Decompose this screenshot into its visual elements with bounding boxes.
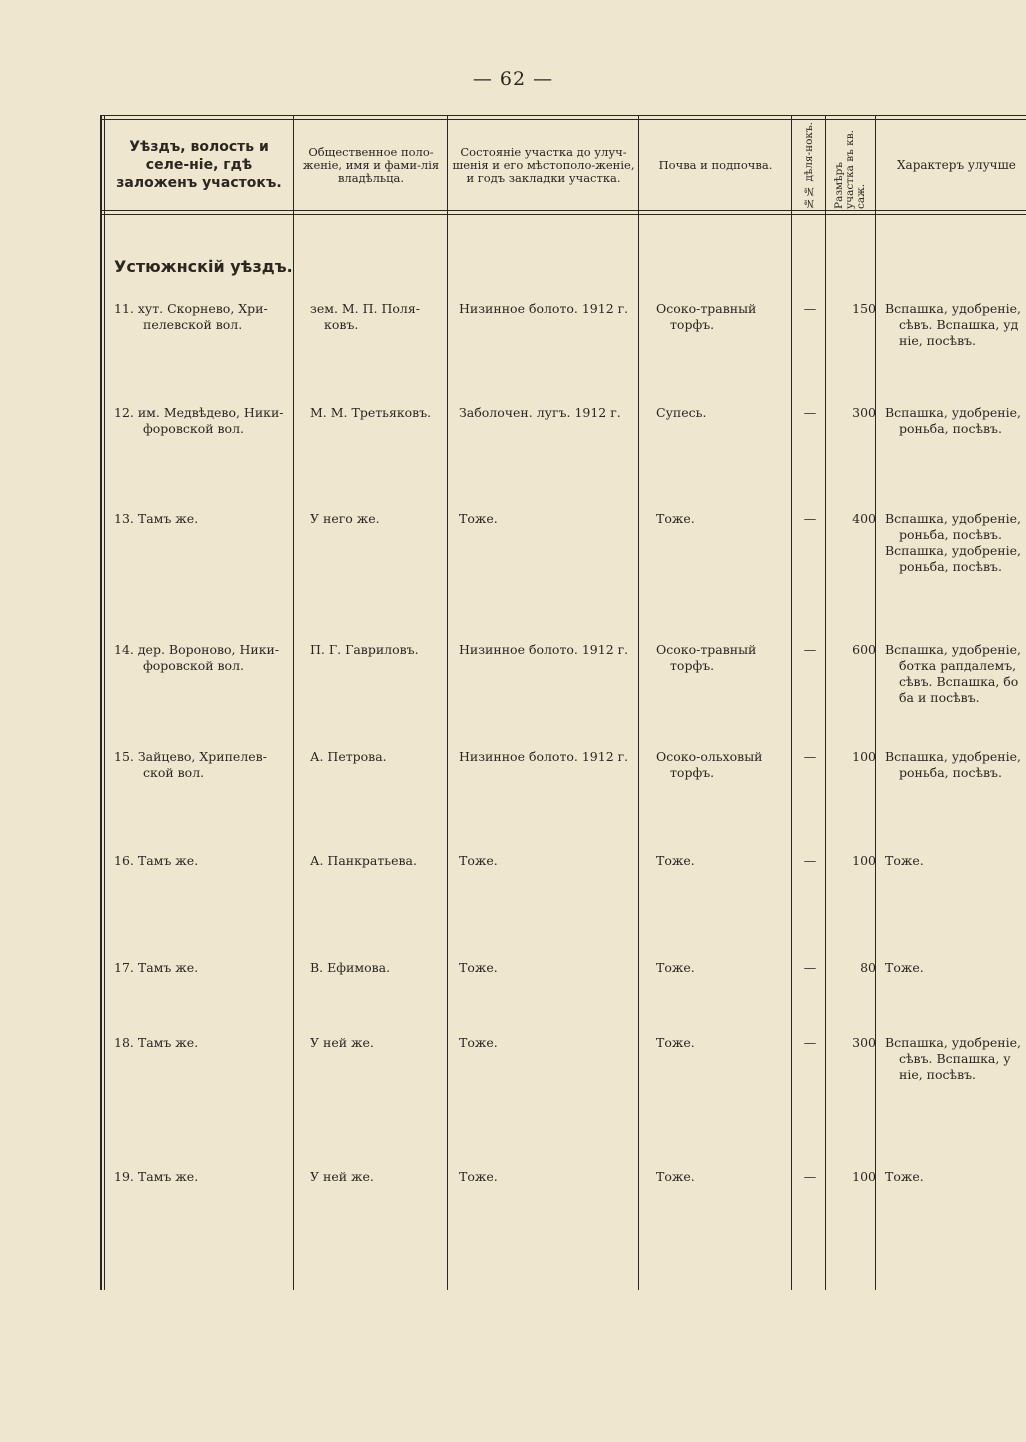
character-cell: [885, 1035, 1026, 1083]
soil-cell: Тоже.: [656, 960, 695, 975]
state-cell: Тоже.: [459, 960, 498, 975]
size-cell: 80: [860, 960, 876, 975]
owner-cell: [310, 301, 460, 333]
owner-cell: В. Ефимова.: [310, 960, 391, 975]
owner-cell: А. Петрова.: [310, 749, 387, 764]
character-line: роньба, посѣвъ.: [899, 527, 1002, 542]
soil-line-2: торфъ.: [670, 317, 715, 332]
soil-cell: Тоже.: [656, 1169, 695, 1184]
place-cell: 19. Тамъ же.: [114, 1169, 199, 1184]
header-place: Уѣздъ, волость и селе-ніе, гдѣ заложенъ участокъ.: [116, 139, 282, 191]
owner-cell: У ней же.: [310, 1035, 374, 1050]
owner-cell: А. Панкратьева.: [310, 853, 417, 868]
plots-cell: —: [803, 301, 817, 316]
plots-cell: —: [803, 405, 817, 420]
soil-line-2: торфъ.: [670, 765, 715, 780]
col-rule-size: [825, 115, 826, 1290]
soil-cell: Супесь.: [656, 405, 707, 420]
header-plots-no-text: №№ дѣля-нокъ.: [802, 121, 815, 209]
state-cell: Низинное болото. 1912 г.: [459, 749, 629, 764]
state-cell: Тоже.: [459, 1035, 498, 1050]
character-line: сѣвъ. Вспашка, бо: [899, 674, 1019, 689]
col-rule-plots: [791, 115, 792, 1290]
soil-line-1: Осоко-ольховый: [656, 749, 763, 764]
character-line: роньба, посѣвъ.: [899, 559, 1002, 574]
col-rule-soil: [638, 115, 639, 1290]
character-line: Вспашка, удобреніе,: [885, 749, 1022, 764]
place-cell: [114, 642, 288, 674]
soil-cell: [656, 749, 786, 781]
place-cell: 16. Тамъ же.: [114, 853, 199, 868]
character-line: роньба, посѣвъ.: [899, 421, 1002, 436]
col-rule-owner: [293, 115, 294, 1290]
soil-cell: [656, 642, 786, 674]
place-cell: 18. Тамъ же.: [114, 1035, 199, 1050]
place-line-2: пелевской вол.: [143, 317, 243, 332]
character-line: Вспашка, удобреніе,: [885, 301, 1022, 316]
character-cell: [885, 853, 1026, 869]
table-top-rule-inner: [100, 119, 1026, 120]
place-cell: [114, 301, 288, 333]
header-plots-no: [793, 121, 825, 209]
soil-cell: [656, 301, 786, 333]
character-line: Вспашка, удобреніе,: [885, 511, 1022, 526]
character-line: Тоже.: [885, 1169, 924, 1184]
plots-cell: —: [803, 1035, 817, 1050]
place-cell: 17. Тамъ же.: [114, 960, 199, 975]
size-cell: 300: [852, 1035, 876, 1050]
character-line: ніе, посѣвъ.: [899, 1067, 977, 1082]
character-cell: [885, 405, 1026, 437]
plots-cell: —: [803, 642, 817, 657]
place-cell: [114, 405, 288, 437]
place-line-1: 14. дер. Вороново, Ники-: [114, 642, 280, 657]
place-cell: 13. Тамъ же.: [114, 511, 199, 526]
col-rule-state: [447, 115, 448, 1290]
owner-line-2: ковъ.: [324, 317, 359, 332]
table-left-rule-inner: [104, 115, 105, 1290]
state-cell: Низинное болото. 1912 г.: [459, 301, 629, 316]
header-size: [827, 121, 874, 209]
soil-cell: Тоже.: [656, 853, 695, 868]
owner-cell: П. Г. Гавриловъ.: [310, 642, 419, 657]
place-cell: [114, 749, 288, 781]
character-line: сѣвъ. Вспашка, у: [899, 1051, 1011, 1066]
size-cell: 600: [852, 642, 876, 657]
table-top-rule: [100, 115, 1026, 116]
place-line-2: ской вол.: [143, 765, 205, 780]
page-number: — 62 —: [472, 68, 554, 90]
character-cell: [885, 301, 1026, 349]
character-line: Вспашка, удобреніе,: [885, 543, 1022, 558]
soil-cell: Тоже.: [656, 511, 695, 526]
character-line: Вспашка, удобреніе,: [885, 405, 1022, 420]
owner-cell: У него же.: [310, 511, 380, 526]
character-line: ботка рапдалемъ,: [899, 658, 1017, 673]
soil-line-1: Осоко-травный: [656, 642, 757, 657]
state-cell: Тоже.: [459, 853, 498, 868]
character-cell: [885, 749, 1026, 781]
plots-cell: —: [803, 749, 817, 764]
header-bottom-rule-inner: [100, 214, 1026, 215]
state-cell: Тоже.: [459, 511, 498, 526]
place-line-2: форовской вол.: [143, 421, 244, 436]
character-cell: [885, 511, 1026, 575]
character-cell: [885, 642, 1026, 706]
header-character: Характеръ улучше: [897, 157, 1016, 172]
plots-cell: —: [803, 511, 817, 526]
character-line: ніе, посѣвъ.: [899, 333, 977, 348]
data-table: [100, 115, 1026, 1290]
owner-cell: М. М. Третьяковъ.: [310, 405, 432, 420]
character-line: роньба, посѣвъ.: [899, 765, 1002, 780]
character-line: ба и посѣвъ.: [899, 690, 980, 705]
col-rule-character: [875, 115, 876, 1290]
size-cell: 100: [852, 1169, 876, 1184]
size-cell: 300: [852, 405, 876, 420]
size-cell: 100: [852, 749, 876, 764]
character-cell: [885, 960, 1026, 976]
state-cell: Заболочен. лугъ. 1912 г.: [459, 405, 621, 420]
soil-cell: Тоже.: [656, 1035, 695, 1050]
state-cell: Тоже.: [459, 1169, 498, 1184]
place-line-1: 11. хут. Скорнево, Хри-: [114, 301, 268, 316]
size-cell: 150: [852, 301, 876, 316]
character-line: Вспашка, удобреніе,: [885, 1035, 1022, 1050]
soil-line-2: торфъ.: [670, 658, 715, 673]
plots-cell: —: [803, 853, 817, 868]
owner-line-1: зем. М. П. Поля-: [310, 301, 420, 316]
character-line: Тоже.: [885, 960, 924, 975]
header-soil: Почва и подпочва.: [658, 157, 773, 172]
character-cell: [885, 1169, 1026, 1185]
header-size-text: Размѣръ участка въ кв. саж.: [833, 130, 867, 209]
owner-cell: У ней же.: [310, 1169, 374, 1184]
plots-cell: —: [803, 1169, 817, 1184]
place-line-2: форовской вол.: [143, 658, 244, 673]
header-state: Состояніе участка до улуч-шенія и его мѣстополо-женіе, и годъ закладки участка.: [452, 144, 635, 185]
state-cell: Низинное болото. 1912 г.: [459, 642, 629, 657]
header-owner: Общественное поло-женіе, имя и фами-лія владѣльца.: [302, 144, 440, 185]
character-line: Тоже.: [885, 853, 924, 868]
character-line: сѣвъ. Вспашка, уд: [899, 317, 1019, 332]
size-cell: 400: [852, 511, 876, 526]
plots-cell: —: [803, 960, 817, 975]
place-line-1: 15. Зайцево, Хрипелев-: [114, 749, 267, 764]
soil-line-1: Осоко-травный: [656, 301, 757, 316]
size-cell: 100: [852, 853, 876, 868]
district-heading: Устюжнскій уѣздъ.: [114, 257, 293, 276]
place-line-1: 12. им. Медвѣдево, Ники-: [114, 405, 284, 420]
character-line: Вспашка, удобреніе,: [885, 642, 1022, 657]
header-bottom-rule: [100, 210, 1026, 211]
table-left-rule: [100, 115, 102, 1290]
